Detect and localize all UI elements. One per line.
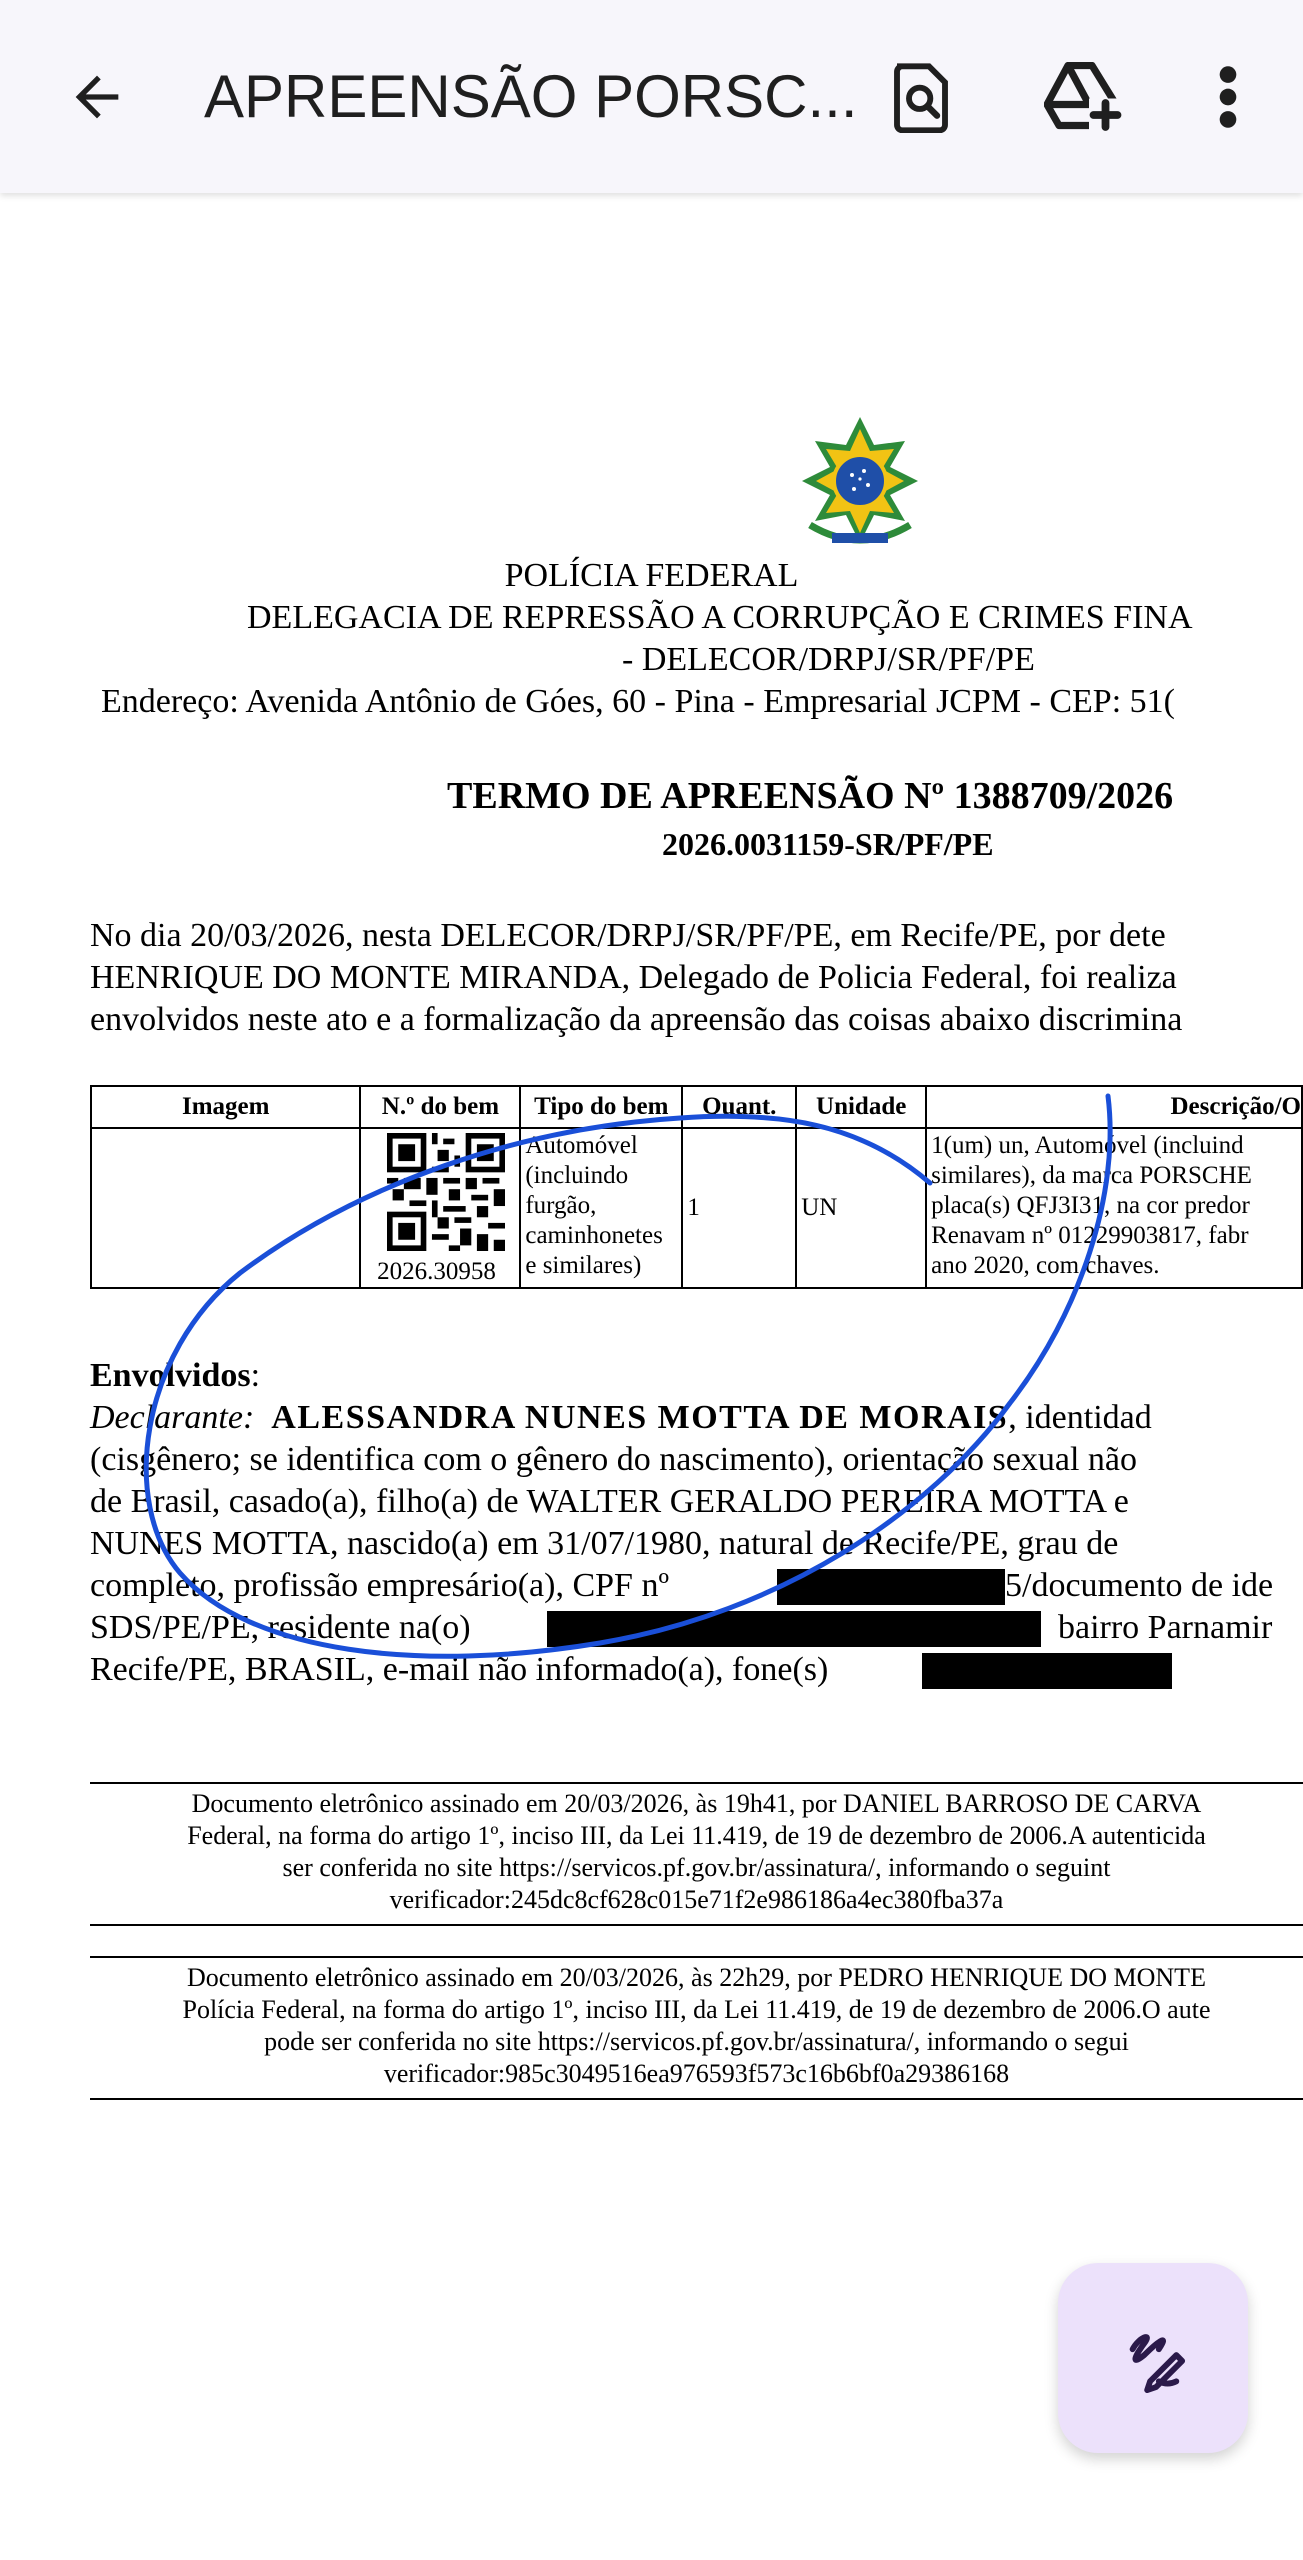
brazil-coat-of-arms-icon [790,415,930,555]
app-bar [0,0,1303,193]
signature-line: Documento eletrônico assinado em 20/03/2026, às 19h41, por DANIEL BARROSO DE CARVA [191,1789,1202,1818]
descricao-line: similares), da marca PORSCHE [931,1162,1252,1189]
header-dept-line2: - DELECOR/DRPJ/SR/PF/PE [622,641,1035,678]
annotate-button[interactable] [1058,2263,1248,2453]
cell-unidade: UN [796,1128,926,1288]
signature-line: Federal, na forma do artigo 1º, inciso III, da Lei 11.419, de 19 de dezembro de 2006.A autenticida [187,1821,1206,1850]
declarante-line [90,1397,1152,1439]
header-address: Endereço: Avenida Antônio de Góes, 60 - Pina - Empresarial JCPM - CEP: 51( [101,683,1175,720]
col-numero-bem: N.º do bem [360,1086,520,1128]
envolvidos-line: bairro Parnamir [1058,1609,1273,1646]
envolvidos-line: SDS/PE/PE, residente na(o) [90,1609,471,1646]
intro-line-2: HENRIQUE DO MONTE MIRANDA, Delegado de Policia Federal, foi realiza [90,959,1177,996]
signature-divider [90,1782,1303,1784]
envolvidos-line: NUNES MOTTA, nascido(a) em 31/07/1980, natural de Recife/PE, grau de [90,1525,1119,1562]
redaction-bar [547,1611,1041,1647]
cell-descricao [926,1128,1302,1288]
intro-line-1: No dia 20/03/2026, nesta DELECOR/DRPJ/SR/PF/PE, em Recife/PE, por dete [90,917,1166,954]
back-button[interactable] [52,58,142,136]
intro-line-3: envolvidos neste ato e a formalização da apreensão das coisas abaixo discrimina [90,1001,1183,1038]
descricao-line: 1(um) un, Automóvel (incluind [931,1132,1244,1159]
table-header-row [91,1086,1302,1128]
declarante-suffix: , identidad [1008,1399,1152,1436]
envolvidos-line: de Brasil, casado(a), filho(a) de WALTER GERALDO PEREIRA MOTTA e [90,1483,1129,1520]
redaction-bar [922,1653,1172,1689]
cell-numero-bem [360,1128,520,1288]
envolvidos-heading-text: Envolvidos [90,1357,251,1394]
cell-imagem [91,1128,360,1288]
seized-items-table [90,1085,1303,1289]
envolvidos-line: (cisgênero; se identifica com o gênero do nascimento), orientação sexual não [90,1441,1137,1478]
signature-line: pode ser conferida no site https://servicos.pf.gov.br/assinatura/, informando o segui [264,2027,1129,2056]
signature-line: ser conferida no site https://servicos.pf.gov.br/assinatura/, informando o seguint [282,1853,1111,1882]
declarante-role: Declarante: [90,1399,255,1436]
signature-line: Documento eletrônico assinado em 20/03/2026, às 22h29, por PEDRO HENRIQUE DO MONTE [187,1963,1206,1992]
col-unidade: Unidade [796,1086,926,1128]
term-subtitle: 2026.0031159-SR/PF/PE [662,826,994,862]
document-viewer[interactable] [0,193,1303,2560]
more-options-button[interactable] [1183,58,1273,136]
signature-line: verificador:985c3049516ea976593f573c16b6bf0a29386168 [383,2059,1010,2088]
envolvidos-heading: Envolvidos: [90,1357,261,1394]
declarante-name: ALESSANDRA NUNES MOTTA DE MORAIS [271,1399,1009,1436]
cell-tipo-bem: Automóvel (incluindo furgão, caminhonetes e similares) [520,1128,682,1288]
signature-divider [90,1956,1303,1958]
envolvidos-line: Recife/PE, BRASIL, e-mail não informado(a), fone(s) [90,1651,829,1688]
header-dept-line1: DELEGACIA DE REPRESSÃO A CORRUPÇÃO E CRIMES FINA [247,599,1193,636]
signature-line: verificador:245dc8cf628c015e71f2e986186a4ec380fba37a [389,1885,1004,1914]
descricao-line: placa(s) QFJ3I31, na cor predor [931,1192,1250,1219]
col-tipo-bem: Tipo do bem [520,1086,682,1128]
table-row [91,1128,1302,1288]
redaction-bar [777,1569,1005,1605]
qr-code-icon [383,1133,509,1251]
signature-divider [90,2098,1303,2100]
col-imagem: Imagem [91,1086,360,1128]
find-in-page-button[interactable] [876,58,966,136]
bem-numero: 2026.30958 [377,1258,496,1285]
envolvidos-line: completo, profissão empresário(a), CPF nº [90,1567,669,1604]
envolvidos-line: 5/documento de ide [1005,1567,1274,1604]
add-to-drive-icon [1044,62,1122,132]
more-vert-icon [1218,65,1238,129]
descricao-line: Renavam nº 01229903817, fabr [931,1222,1249,1249]
document-page [0,193,1303,2560]
draw-icon [1118,2323,1188,2393]
col-descricao: Descrição/O [926,1086,1302,1128]
find-in-page-icon [889,61,953,133]
cell-quant: 1 [682,1128,796,1288]
col-quant: Quant. [682,1086,796,1128]
signature-line: Polícia Federal, na forma do artigo 1º, inciso III, da Lei 11.419, de 19 de dezembro de 2006.O aute [182,1995,1211,2024]
descricao-line: ano 2020, com chaves. [931,1252,1160,1279]
term-title: TERMO DE APREENSÃO Nº 1388709/2026 [447,775,1174,817]
arrow-back-icon [65,65,129,129]
header-org: POLÍCIA FEDERAL [504,557,799,594]
document-title: APREENSÃO PORSC... [204,63,858,130]
add-to-drive-button[interactable] [1038,58,1128,136]
signature-divider [90,1924,1303,1926]
